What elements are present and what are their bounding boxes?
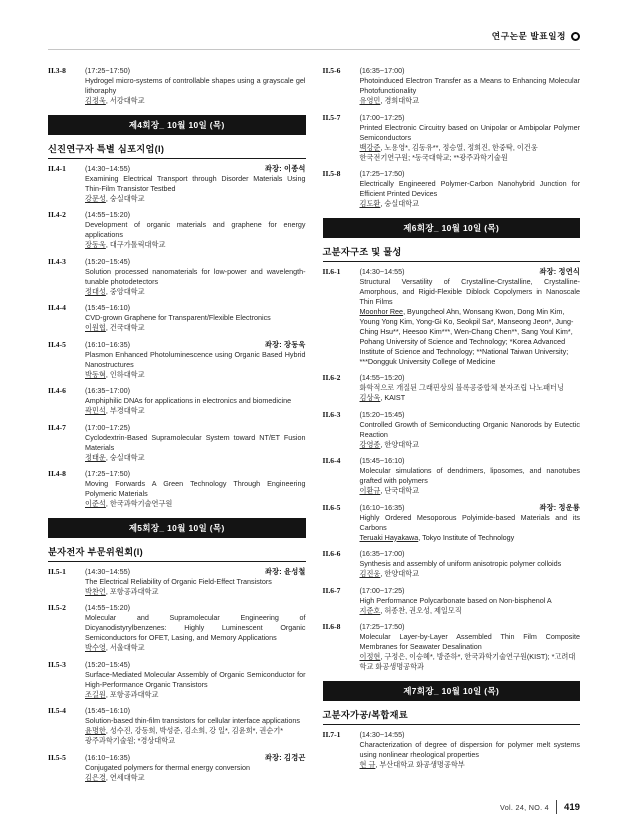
entry-body: [85, 433, 306, 463]
section-title: [48, 141, 306, 159]
footer-divider: [556, 800, 557, 814]
program-entry: [48, 423, 306, 463]
program-entry: [323, 586, 581, 616]
program-entry: [323, 66, 581, 106]
coauthors-affiliation: , 성수진, 강동희, 박성준, 김소희, 강 일*, 김윤희*, 권순기*: [105, 726, 284, 735]
entry-code: II.6-3: [322, 409, 341, 419]
coauthors-affiliation: , 부경대학교: [105, 406, 145, 415]
program-entry: [48, 386, 306, 416]
session-header-bar: [48, 115, 306, 135]
authors-line: [360, 307, 581, 367]
entry-headline: [85, 303, 306, 313]
talk-title: Plasmon Enhanced Photoluminescence using Organic Based Hybrid Nanostructures: [85, 349, 306, 369]
coauthors-affiliation: , 단국대학교: [380, 486, 420, 495]
presenter-name: 현 규: [359, 759, 376, 769]
program-entry: [48, 753, 306, 783]
talk-title: Molecular Layer-by-Layer Assembled Thin Film Composite Membranes for Seawater Desalination: [359, 632, 580, 651]
authors-line: [85, 96, 306, 106]
entry-code: II.6-2: [322, 373, 341, 382]
presenter-name: 박수영: [85, 643, 106, 652]
authors-line: [85, 726, 306, 736]
talk-title: Electrically Engineered Polymer-Carbon Nanohybrid Junction for Efficient Printed Devices: [359, 179, 580, 198]
section-title: [323, 707, 581, 725]
talk-title: Development of organic materials and graphene for energy applications: [85, 220, 306, 239]
entry-code: II.4-4: [48, 303, 66, 312]
coauthors-affiliation: , 한국과학기술연구원: [105, 499, 173, 508]
section-title: [48, 544, 306, 562]
program-entry: [48, 603, 306, 653]
session-header-bar: [323, 218, 581, 238]
entry-code: II.4-2: [48, 210, 66, 219]
authors-line: [360, 199, 581, 209]
entry-time: (14:30~14:55): [359, 729, 405, 739]
entry-time: (17:25~17:50): [359, 622, 405, 631]
right-column: [323, 66, 581, 776]
program-entry: [48, 469, 306, 509]
entry-headline: [360, 113, 581, 123]
section-title-label: 분자전자 부문위원회(I): [48, 546, 143, 557]
entry-code: II.7-1: [322, 729, 341, 739]
authors-line: [85, 690, 306, 700]
coauthors-affiliation: , 숭실대학교: [380, 199, 420, 208]
entry-code: II.4-5: [48, 339, 66, 349]
entry-body: [360, 179, 581, 209]
entry-body: [85, 670, 306, 700]
entry-time: (16:10~16:35): [359, 502, 405, 512]
talk-title: CVD-grown Graphene for Transparent/Flexible Electronics: [85, 313, 271, 322]
entry-body: [360, 596, 581, 616]
entry-body: [85, 763, 306, 783]
entry-headline: [85, 164, 306, 174]
authors-line: [85, 194, 306, 204]
entry-headline: [85, 660, 306, 670]
entry-time: (15:20~15:45): [85, 659, 130, 669]
authors-line: [85, 587, 306, 597]
entry-headline: [360, 586, 581, 596]
entry-code: II.6-7: [322, 585, 341, 595]
entry-headline: [85, 386, 306, 396]
authors-line: [85, 370, 306, 380]
coauthors-affiliation: , 서강대학교: [105, 96, 145, 105]
entry-body: [360, 383, 581, 403]
session-header-label: 제7회장_ 10월 10일 (목): [403, 685, 500, 696]
entry-body: [360, 559, 581, 579]
entry-headline: [85, 753, 306, 763]
coauthors-affiliation: , 구정은, 이승혜*, 방준하*, 한국과학기술연구원(KIST); *고려대학교 화공생명공학과: [359, 652, 576, 671]
entry-headline: [360, 549, 581, 559]
entry-headline: [360, 66, 581, 76]
entry-code: II.6-5: [322, 502, 341, 512]
coauthors-affiliation: , 대구가톨릭대학교: [105, 240, 166, 249]
talk-title: Solution processed nanomaterials for low-power and wavelength-tunable photodetectors: [85, 266, 306, 286]
affiliation-line: 광주과학기술원; *경상대학교: [85, 736, 176, 745]
coauthors-affiliation: , 인하대학교: [105, 369, 145, 379]
entry-time: (16:10~16:35): [85, 339, 130, 349]
authors-line: [360, 760, 581, 770]
session-header-label: 제6회장_ 10월 10일 (목): [403, 222, 500, 233]
affiliation-line: 한국전기연구원; *동국대학교; **광주과학기술원: [359, 152, 508, 162]
session-chair: 좌장: 김경곤: [264, 752, 306, 762]
session-chair: 좌장: 정연식: [539, 266, 580, 276]
section-title-label: 신진연구자 특별 심포지엄(I): [48, 143, 165, 154]
page-header: [48, 30, 580, 50]
session-chair: 좌장: 이종석: [264, 163, 306, 173]
entry-body: [360, 740, 581, 770]
authors-line: [85, 643, 306, 653]
presenter-name: 강영종: [359, 439, 381, 449]
talk-title: High Performance Polycarbonate based on Non-bisphenol A: [359, 595, 552, 605]
entry-code: II.5-8: [322, 169, 341, 178]
entry-body: [85, 396, 306, 416]
circle-ring-icon: [571, 32, 580, 41]
entry-time: (16:10~16:35): [85, 752, 130, 762]
authors-line: [85, 453, 306, 463]
coauthors-affiliation: , 허종찬, 권오성, 제일모직: [380, 605, 462, 615]
entry-time: (15:45~16:10): [85, 706, 130, 715]
coauthors-affiliation: , Byungcheol Ahn, Wonsang Kwon, Dong Min Kim, Young Yong Kim, Yong-Gi Ko, Seokpil Sa*, Manseong Jeon*, Jung-Ching Hsu**, Heesoo Kim***, Wen-Chang Chen**, Sang Youl Kim*, Pohang University of Science and Technology; *Korea Advanced Institute of Science and Technology; **National Taiwan University; ***Dongguk University College of Medicine: [359, 306, 574, 366]
entry-body: [85, 613, 306, 653]
program-entry: [48, 66, 306, 106]
coauthors-affiliation: , 부산대학교 화공생명공학부: [375, 759, 465, 769]
program-entry: [323, 113, 581, 163]
talk-title: Moving Forwards A Green Technology Through Engineering Polymeric Materials: [85, 479, 306, 498]
program-entry: [48, 164, 306, 204]
entry-time: (14:55~15:20): [85, 603, 130, 612]
entry-headline: [85, 706, 306, 716]
entry-body: [360, 466, 581, 496]
coauthors-affiliation: , 포항공과대학교: [105, 586, 159, 596]
authors-line: [360, 96, 581, 106]
entry-body: [85, 716, 306, 746]
talk-title: Surface-Mediated Molecular Assembly of Organic Semiconductor for High-Performance Organic Transistors: [85, 669, 306, 689]
talk-title: Characterization of degree of dispersion for polymer melt systems using nonlinear rheological properties: [359, 739, 580, 759]
entry-time: (15:20~15:45): [85, 256, 130, 266]
program-entry: [323, 730, 581, 770]
session-chair: 좌장: 정운룡: [539, 502, 580, 512]
entry-time: (14:55~15:20): [359, 373, 405, 382]
talk-title: Amphiphilic DNAs for applications in electronics and biomedicine: [85, 396, 292, 405]
entry-code: II.5-5: [48, 752, 66, 762]
entry-body: [360, 513, 581, 543]
coauthors-affiliation: , 건국대학교: [105, 323, 145, 332]
entry-time: (17:00~17:25): [85, 422, 130, 432]
session-chair: 좌장: 윤성철: [264, 566, 306, 576]
talk-title: Controlled Growth of Semiconducting Organic Nanorods by Eutectic Reaction: [359, 419, 580, 439]
entry-code: II.4-1: [48, 163, 66, 173]
presenter-name: 장동욱: [85, 240, 106, 249]
entry-headline: [360, 456, 581, 466]
entry-code: II.4-6: [48, 386, 66, 395]
presenter-name: 박동혁: [85, 369, 106, 379]
coauthors-affiliation: , 중앙대학교: [105, 286, 145, 296]
presenter-name: 강문성: [85, 193, 106, 203]
presenter-name: Teruaki Hayakawa: [359, 532, 419, 542]
talk-title: Cyclodextrin-Based Supramolecular System toward NT/ET Fusion Materials: [85, 432, 306, 452]
program-entry: [48, 567, 306, 597]
entry-code: II.6-4: [322, 456, 341, 465]
presenter-name: 정태운: [85, 452, 106, 462]
entry-time: (16:35~17:00): [359, 549, 405, 558]
program-entry: [323, 622, 581, 672]
authors-line: [85, 287, 306, 297]
entry-body: [360, 277, 581, 367]
coauthors-affiliation: , 숭실대학교: [105, 193, 145, 203]
talk-title: Photoinduced Electron Transfer as a Means to Enhancing Molecular Photofunctionality: [359, 76, 580, 95]
entry-body: [85, 479, 306, 509]
authors-line: [85, 499, 306, 509]
session-header-label: 제4회장_ 10월 10일 (목): [128, 119, 225, 130]
presenter-name: 유영민: [359, 96, 381, 105]
presenter-name: 김도환: [359, 199, 381, 208]
presenter-name: 백강준: [359, 142, 381, 152]
left-column: [48, 66, 306, 789]
presenter-name: 박찬언: [85, 586, 106, 596]
talk-title: Structural Versatility of Crystalline-Crystalline, Crystalline-Amorphous, and Rigid-Flexible Diblock Copolymers in Nanoscale Thin Films: [359, 276, 580, 306]
coauthors-affiliation: , 한양대학교: [380, 439, 420, 449]
talk-title: Solution-based thin-film transistors for cellular interface applications: [85, 716, 300, 725]
program-entry: [48, 660, 306, 700]
talk-title: Printed Electronic Circuitry based on Unipolar or Ambipolar Polymer Semiconductors: [359, 122, 580, 142]
entry-code: II.6-6: [322, 549, 341, 558]
program-entry: [323, 503, 581, 543]
entry-code: II.4-7: [48, 422, 66, 432]
entry-headline: [85, 66, 306, 76]
entry-code: II.6-8: [322, 622, 341, 631]
entry-body: [85, 577, 306, 597]
entry-time: (17:25~17:50): [359, 169, 405, 178]
talk-title: Hydrogel micro-systems of controllable shapes using a grayscale gel lithoraphy: [85, 76, 306, 95]
coauthors-affiliation: , Tokyo Institute of Technology: [418, 532, 515, 542]
program-entry: [323, 169, 581, 209]
entry-body: [85, 313, 306, 333]
entry-headline: [360, 373, 581, 383]
page-title: 연구논문 발표일정: [491, 31, 566, 41]
coauthors-affiliation: , 경희대학교: [380, 96, 420, 105]
section-title-label: 고분자가공/복합재료: [322, 709, 408, 720]
entry-time: (17:25~17:50): [85, 469, 130, 478]
entry-time: (15:45~16:10): [359, 456, 405, 465]
program-entry: [48, 257, 306, 297]
entry-code: II.5-3: [48, 659, 66, 669]
authors-line: [360, 393, 581, 403]
talk-title: Highly Ordered Mesoporous Polyimide-based Materials and its Carbons: [359, 512, 580, 532]
entry-code: II.3-8: [48, 66, 66, 75]
entry-code: II.5-4: [48, 706, 66, 715]
section-title: [323, 244, 581, 262]
presenter-name: 이원협: [85, 323, 106, 332]
presenter-name: 조길원: [85, 689, 106, 699]
coauthors-affiliation: , KAIST: [380, 393, 406, 402]
presenter-name: 김은경: [85, 772, 106, 782]
entry-headline: [360, 169, 581, 179]
program-entry: [323, 456, 581, 496]
program-entry: [48, 706, 306, 746]
session-header-bar: [48, 518, 306, 538]
entry-body: [85, 267, 306, 297]
entry-headline: [85, 469, 306, 479]
entry-headline: [85, 340, 306, 350]
entry-code: II.5-7: [322, 112, 341, 122]
entry-body: [360, 632, 581, 672]
presenter-name: 지준호: [359, 605, 381, 615]
coauthors-affiliation: , 노용영*, 김동유**, 정승열, 정희진, 한중탁, 이건웅: [380, 142, 538, 152]
talk-title: 화학적으로 개질된 그래핀상의 블록공중합체 분자조립 나노패터닝: [359, 383, 564, 392]
entry-headline: [85, 423, 306, 433]
authors-line: [360, 569, 581, 579]
entry-headline: [360, 410, 581, 420]
entry-headline: [85, 257, 306, 267]
presenter-name: 이준석: [85, 499, 106, 508]
entry-headline: [85, 210, 306, 220]
program-entry: [48, 340, 306, 380]
page-footer: [500, 800, 580, 814]
entry-time: (16:35~17:00): [85, 386, 130, 395]
entry-body: [360, 420, 581, 450]
entry-time: (16:35~17:00): [359, 66, 405, 75]
entry-time: (17:25~17:50): [85, 66, 130, 75]
talk-title: Synthesis and assembly of uniform anisotropic polymer colloids: [359, 559, 562, 568]
entry-code: II.5-6: [322, 66, 341, 75]
presenter-name: 곽민석: [85, 406, 106, 415]
session-chair: 좌장: 장동욱: [264, 339, 306, 349]
talk-title: The Electrical Reliability of Organic Field-Effect Transistors: [85, 576, 272, 586]
program-entry: [323, 267, 581, 367]
entry-time: (15:20~15:45): [359, 409, 405, 419]
coauthors-affiliation: , 숭실대학교: [105, 452, 145, 462]
presenter-name: 김상욱: [359, 393, 381, 402]
entry-headline: [360, 730, 581, 740]
authors-line: [360, 486, 581, 496]
authors-line: [85, 773, 306, 783]
entry-time: (14:30~14:55): [85, 566, 130, 576]
entry-body: [85, 76, 306, 106]
entry-time: (14:30~14:55): [85, 163, 130, 173]
authors-line: [360, 652, 581, 672]
presenter-name: 이환규: [359, 486, 381, 495]
authors-line: [85, 240, 306, 250]
entry-time: (15:45~16:10): [85, 303, 130, 312]
talk-title: Molecular and Supramolecular Engineering of Dicyanodistyrylbenzenes: Highly Luminescent Organic Semiconductors for OFET, Lasing, and Memory Applications: [85, 613, 306, 642]
program-entry: [323, 549, 581, 579]
entry-headline: [360, 622, 581, 632]
volume-label: Vol. 24, NO. 4: [500, 802, 549, 812]
entry-time: (14:55~15:20): [85, 210, 130, 219]
authors-line: [85, 323, 306, 333]
entry-headline: [85, 567, 306, 577]
entry-body: [85, 174, 306, 204]
entry-code: II.5-1: [48, 566, 66, 576]
presenter-name: 윤명한: [85, 726, 106, 735]
talk-title: Examining Electrical Transport through Disorder Materials Using Thin-Film Transistor Testbed: [85, 173, 306, 193]
authors-line: [360, 440, 581, 450]
authors-line: [85, 406, 306, 416]
talk-title: Conjugated polymers for thermal energy conversion: [85, 762, 250, 772]
program-entry: [323, 410, 581, 450]
entry-time: (14:30~14:55): [359, 266, 405, 276]
entry-code: II.5-2: [48, 603, 66, 612]
presenter-name: 김진웅: [359, 569, 381, 578]
coauthors-affiliation: , 포항공과대학교: [105, 689, 159, 699]
entry-body: [360, 76, 581, 106]
entry-code: II.6-1: [322, 266, 341, 276]
entry-code: II.4-3: [48, 256, 66, 266]
coauthors-affiliation: , 연세대학교: [105, 772, 145, 782]
two-column-layout: [48, 66, 580, 789]
entry-body: [85, 220, 306, 250]
program-entry: [323, 373, 581, 403]
entry-code: II.4-8: [48, 469, 66, 478]
authors-line: [360, 143, 581, 153]
entry-headline: [85, 603, 306, 613]
section-title-label: 고분자구조 및 물성: [322, 246, 402, 257]
page-number: 419: [563, 801, 580, 813]
authors-line: [360, 606, 581, 616]
presenter-name: 이정현: [359, 652, 381, 661]
authors-line: [360, 533, 581, 543]
entry-body: [85, 350, 306, 380]
entry-headline: [360, 267, 581, 277]
entry-time: (17:00~17:25): [359, 585, 405, 595]
coauthors-affiliation: , 서울대학교: [105, 643, 145, 652]
talk-title: Molecular simulations of dendrimers, liposomes, and nanotubes grafted with polymers: [359, 466, 580, 485]
session-header-label: 제5회장_ 10월 10일 (목): [128, 522, 225, 533]
entry-body: [360, 123, 581, 163]
session-header-bar: [323, 681, 581, 701]
presenter-name: 김정욱: [85, 96, 106, 105]
entry-headline: [360, 503, 581, 513]
program-entry: [48, 210, 306, 250]
coauthors-affiliation: , 한양대학교: [380, 569, 420, 578]
entry-time: (17:00~17:25): [359, 112, 405, 122]
program-entry: [48, 303, 306, 333]
presenter-name: Moonhor Ree: [359, 306, 404, 316]
presenter-name: 정대성: [85, 286, 106, 296]
